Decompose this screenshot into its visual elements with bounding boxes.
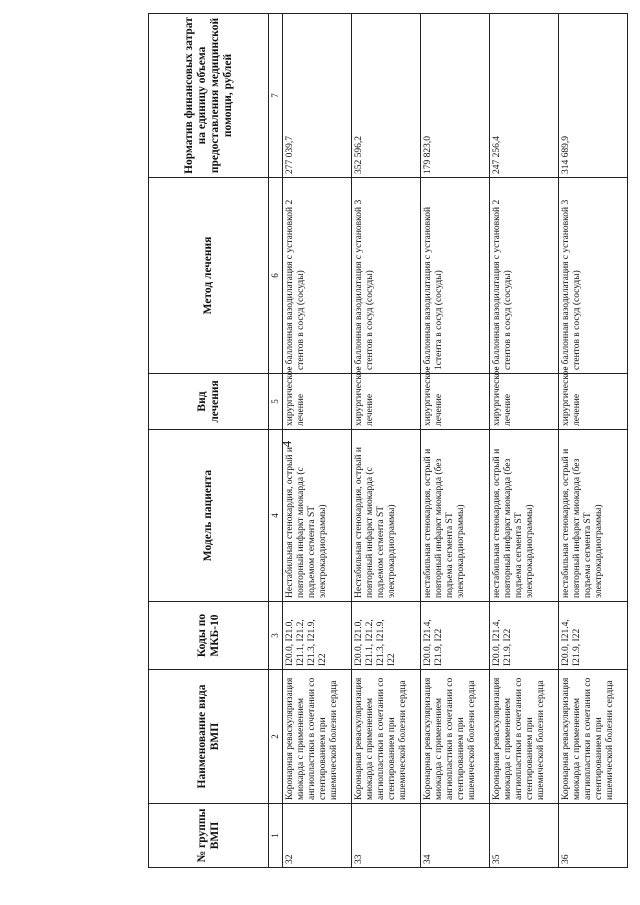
cell-treatment-type: хирургическое лечение [283, 374, 352, 430]
cell-cost: 179 823,0 [421, 14, 490, 178]
header-cost-standard: Норматив финансовых затрат на единицу объема предоставления медицинской помощи, рублей [149, 14, 269, 178]
cell-patient-model: Нестабильная стенокардия, острый и повторный инфаркт миокарда (с подъемом сегмента ST электрокардиограммы) [352, 430, 421, 602]
cell-icd-codes: I20.0, I21.4, I21.9, I22 [490, 602, 559, 670]
table-row [490, 14, 559, 868]
cell-treatment-method: - баллонная вазодилатация с установкой 3 стентов в сосуд (сосуды) [352, 178, 421, 374]
cell-group-number: 32 [283, 804, 352, 868]
cell-cost: 247 256,4 [490, 14, 559, 178]
cell-cost: 314 689,9 [559, 14, 628, 178]
header-group-number: № группы ВМП [149, 804, 269, 868]
cell-icd-codes: I20.0, I21.0, I21.1, I21.2, I21.3, I21.9, I22 [352, 602, 421, 670]
cell-vmp-name: Коронарная реваскуляризация миокарда с применением ангиопластики в сочетании со стентированием при ишемической болезни сердца [352, 670, 421, 804]
table-container [148, 14, 615, 868]
column-number: 3 [269, 602, 283, 670]
cell-icd-codes: I20.0, I21.4, I21.9, I22 [421, 602, 490, 670]
header-treatment-type: Вид лечения [149, 374, 269, 430]
page-number: 4 [279, 440, 294, 448]
cell-group-number: 33 [352, 804, 421, 868]
cell-vmp-name: Коронарная реваскуляризация миокарда с применением ангиопластики в сочетании со стентированием при ишемической болезни сердца [559, 670, 628, 804]
cell-treatment-type: хирургическое лечение [352, 374, 421, 430]
cell-treatment-type: хирургическое лечение [421, 374, 490, 430]
column-number: 7 [269, 14, 283, 178]
cell-patient-model: нестабильная стенокардия, острый и повторный инфаркт миокарда (без подъема сегмента ST электрокардиограммы) [559, 430, 628, 602]
table-row [421, 14, 490, 868]
cell-icd-codes: I20.0, I21.4, I21.9, I22 [559, 602, 628, 670]
vmp-table [148, 13, 628, 868]
cell-group-number: 35 [490, 804, 559, 868]
cell-treatment-method: - баллонная вазодилатация с установкой 1стента в сосуд (сосуды) [421, 178, 490, 374]
cell-patient-model: нестабильная стенокардия, острый и повторный инфаркт миокарда (без подъема сегмента ST электрокардиограммы) [490, 430, 559, 602]
header-patient-model: Модель пациента [149, 430, 269, 602]
column-number: 2 [269, 670, 283, 804]
cell-treatment-method: - баллонная вазодилатация с установкой 2 стентов в сосуд (сосуды) [490, 178, 559, 374]
column-number: 1 [269, 804, 283, 868]
table-header-row [149, 14, 269, 868]
cell-patient-model: нестабильная стенокардия, острый и повторный инфаркт миокарда (без подъема сегмента ST электрокардиограммы) [421, 430, 490, 602]
cell-treatment-method: - баллонная вазодилатация с установкой 2 стентов в сосуд (сосуды) [283, 178, 352, 374]
cell-group-number: 34 [421, 804, 490, 868]
header-vmp-name: Наименование вида ВМП [149, 670, 269, 804]
cell-cost: 352 596,2 [352, 14, 421, 178]
cell-patient-model: Нестабильная стенокардия, острый и повторный инфаркт миокарда (с подъемом сегмента ST электрокардиограммы) [283, 430, 352, 602]
column-number: 6 [269, 178, 283, 374]
table-row [283, 14, 352, 868]
cell-treatment-type: хирургическое лечение [559, 374, 628, 430]
cell-treatment-method: - баллонная вазодилатация с установкой 3 стентов в сосуд (сосуды) [559, 178, 628, 374]
column-number-row [269, 14, 283, 868]
cell-group-number: 36 [559, 804, 628, 868]
header-treatment-method: Метод лечения [149, 178, 269, 374]
cell-vmp-name: Коронарная реваскуляризация миокарда с применением ангиопластики в сочетании со стентированием при ишемической болезни сердца [421, 670, 490, 804]
cell-icd-codes: I20.0, I21.0, I21.1, I21.2, I21.3, I21.9, I22 [283, 602, 352, 670]
cell-vmp-name: Коронарная реваскуляризация миокарда с применением ангиопластики в сочетании со стентированием при ишемической болезни сердца [283, 670, 352, 804]
cell-treatment-type: хирургическое лечение [490, 374, 559, 430]
table-row [559, 14, 628, 868]
column-number: 4 [269, 430, 283, 602]
cell-cost: 277 039,7 [283, 14, 352, 178]
cell-vmp-name: Коронарная реваскуляризация миокарда с применением ангиопластики в сочетании со стентированием при ишемической болезни сердца [490, 670, 559, 804]
table-row [352, 14, 421, 868]
column-number: 5 [269, 374, 283, 430]
header-icd-codes: Коды по МКБ-10 [149, 602, 269, 670]
